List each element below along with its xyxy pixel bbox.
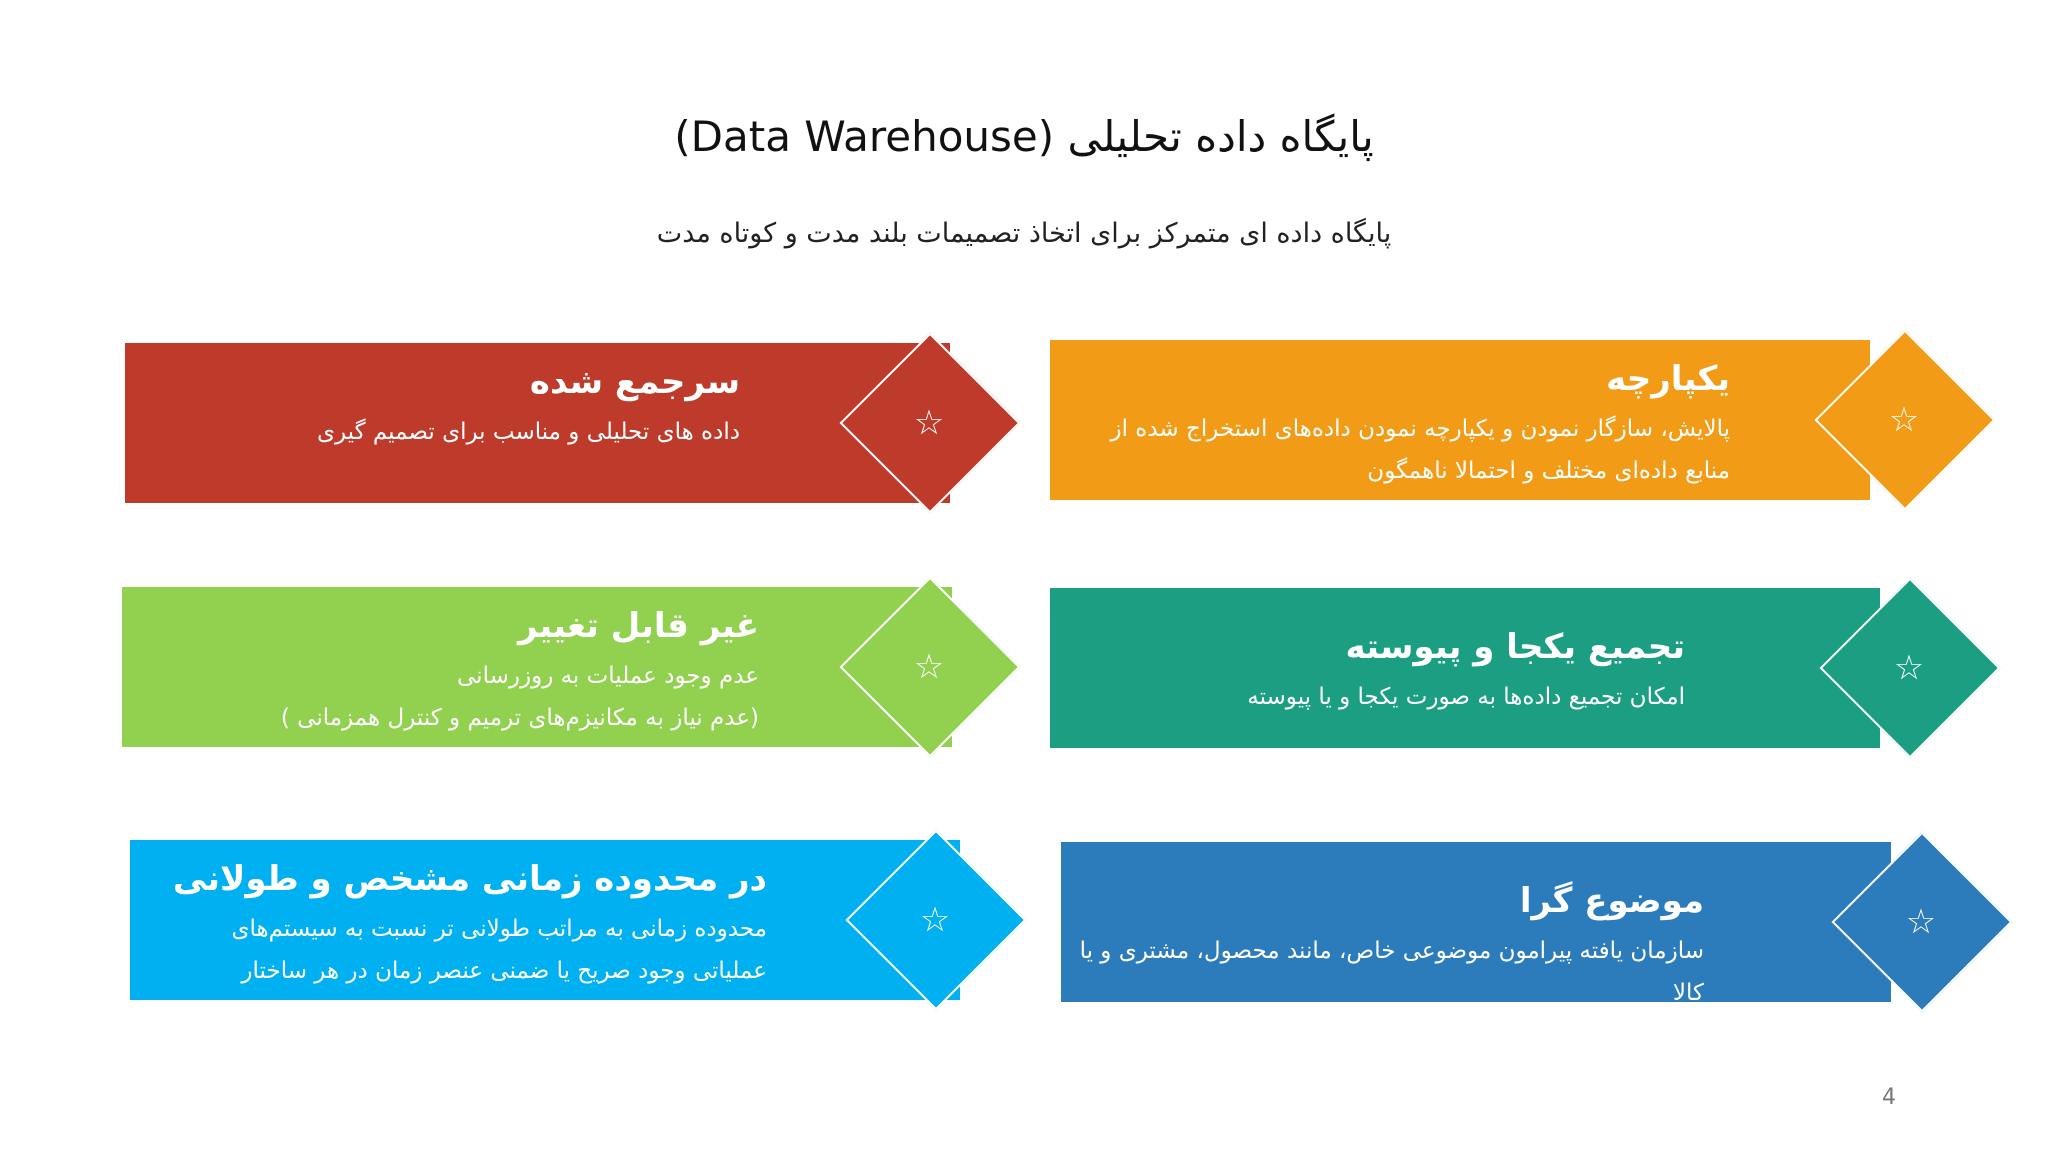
card-body bbox=[130, 840, 960, 1000]
card-description-line: امکان تجمیع داده‌ها به صورت یکجا و یا پیوسته bbox=[1247, 684, 1685, 710]
card-body bbox=[1050, 588, 1880, 748]
feature-card-time-variant bbox=[130, 840, 1030, 1000]
card-description-line: منابع داده‌ای مختلف و احتمالا ناهمگون bbox=[1367, 458, 1730, 484]
card-description bbox=[130, 908, 767, 992]
feature-card-integrated bbox=[1050, 340, 1940, 500]
feature-card-collective bbox=[1050, 588, 1950, 748]
card-description-line: عملیاتی وجود صریح یا ضمنی عنصر زمان در هر ساختار bbox=[241, 958, 767, 984]
card-description-line: عدم وجود عملیات به روزرسانی bbox=[457, 663, 759, 689]
card-description-line: داده های تحلیلی و مناسب برای تصمیم گیری bbox=[316, 419, 740, 445]
card-heading: در محدوده زمانی مشخص و طولانی bbox=[172, 859, 767, 899]
feature-card-aggregated bbox=[125, 343, 1020, 503]
card-body bbox=[1050, 340, 1870, 500]
card-description-line: (عدم نیاز به مکانیزم‌های ترمیم و کنترل همزمانی ) bbox=[280, 705, 759, 731]
card-description bbox=[1050, 408, 1730, 492]
page-number: 4 bbox=[1882, 1085, 1896, 1110]
feature-card-immutable bbox=[122, 587, 1022, 747]
star-icon: ☆ bbox=[913, 647, 945, 687]
card-heading: موضوع گرا bbox=[1519, 881, 1704, 921]
page-title: پایگاه داده تحلیلی (Data Warehouse) bbox=[674, 112, 1374, 161]
card-body bbox=[125, 343, 950, 503]
card-description bbox=[122, 655, 759, 739]
star-icon: ☆ bbox=[1888, 400, 1920, 440]
card-description-line: پالایش، سازگار نمودن و یکپارچه نمودن داده‌های استخراج شده از bbox=[1110, 416, 1730, 442]
card-description bbox=[1050, 676, 1685, 718]
card-heading: سرجمع شده bbox=[529, 362, 740, 402]
feature-card-subject-oriented bbox=[1061, 842, 1961, 1006]
card-description bbox=[1061, 930, 1704, 1014]
card-description-line: محدوده زمانی به مراتب طولانی تر نسبت به سیستم‌های bbox=[231, 916, 767, 942]
star-icon: ☆ bbox=[1905, 902, 1937, 942]
star-icon: ☆ bbox=[919, 900, 951, 940]
card-description-line: سازمان یافته پیرامون موضوعی خاص، مانند محصول، مشتری و یا کالا bbox=[1079, 938, 1704, 1006]
page-subtitle: پایگاه داده ای متمرکز برای اتخاذ تصمیمات بلند مدت و کوتاه مدت bbox=[656, 218, 1392, 249]
card-heading: غیر قابل تغییر bbox=[518, 606, 759, 646]
card-heading: تجمیع یکجا و پیوسته bbox=[1345, 627, 1685, 667]
card-heading: یکپارچه bbox=[1606, 359, 1730, 399]
card-description bbox=[125, 411, 740, 453]
star-icon: ☆ bbox=[913, 403, 945, 443]
card-body bbox=[1061, 842, 1891, 1006]
star-icon: ☆ bbox=[1893, 648, 1925, 688]
card-body bbox=[122, 587, 952, 747]
